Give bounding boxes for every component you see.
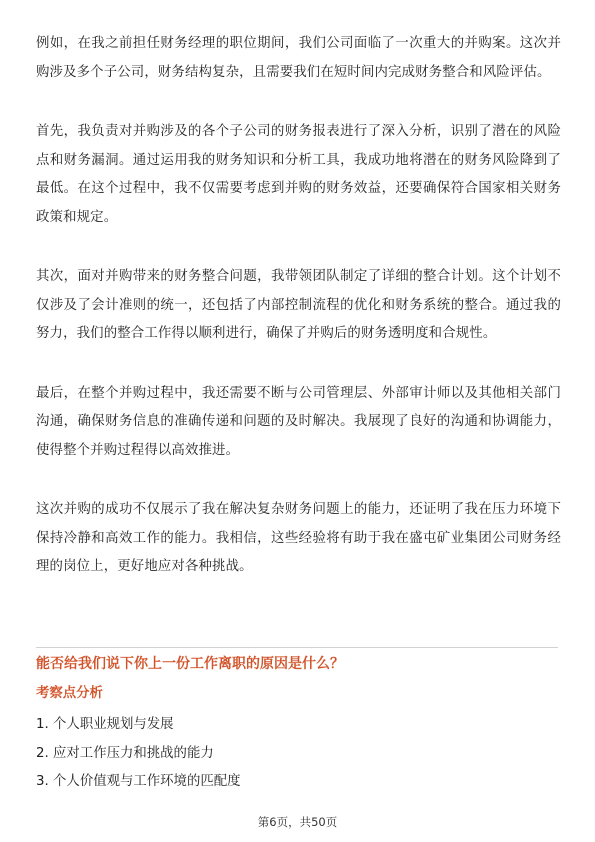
interview-question: 能否给我们说下你上一份工作离职的原因是什么？	[36, 656, 344, 672]
list-item: 1. 个人职业规划与发展	[36, 717, 174, 732]
analysis-points	[36, 711, 561, 797]
list-item: 3. 个人价值观与工作环境的匹配度	[36, 774, 241, 789]
answer-body	[36, 30, 561, 613]
list-item: 2. 应对工作压力和挑战的能力	[36, 745, 214, 761]
paragraph-example: 例如，在我之前担任财务经理的职位期间，我们公司面临了一次重大的并购案。这次并购涉及多个子公司，财务结构复杂，且需要我们在短时间内完成财务整合和风险评估。	[36, 36, 561, 80]
paragraph-last: 最后，在整个并购过程中，我还需要不断与公司管理层、外部审计师以及其他相关部门沟通，确保财务信息的准确传递和问题的及时解决。我展现了良好的沟通和协调能力，使得整个并购过程得以高效推进。	[36, 385, 561, 458]
paragraph-second: 其次，面对并购带来的财务整合问题，我带领团队制定了详细的整合计划。这个计划不仅涉及了会计准则的统一，还包括了内部控制流程的优化和财务系统的整合。通过我的努力，我们的整合工作得以顺利进行，确保了并购后的财务透明度和合规性。	[36, 269, 561, 341]
section-divider	[36, 647, 558, 648]
paragraph-conclusion: 这次并购的成功不仅展示了我在解决复杂财务问题上的能力，还证明了我在压力环境下保持冷静和高效工作的能力。我相信，这些经验将有助于我在盛屯矿业集团公司财务经理的岗位上，更好地应对各种挑战。	[36, 502, 561, 574]
page-number: 第6页，共50页	[257, 815, 338, 829]
analysis-heading: 考察点分析	[36, 686, 103, 701]
paragraph-first: 首先，我负责对并购涉及的各个子公司的财务报表进行了深入分析，识别了潜在的风险点和财务漏洞。通过运用我的财务知识和分析工具，我成功地将潜在的财务风险降到了最低。在这个过程中，我不仅需要考虑到并购的财务效益，还要确保符合国家相关财务政策和规定。	[36, 124, 561, 225]
